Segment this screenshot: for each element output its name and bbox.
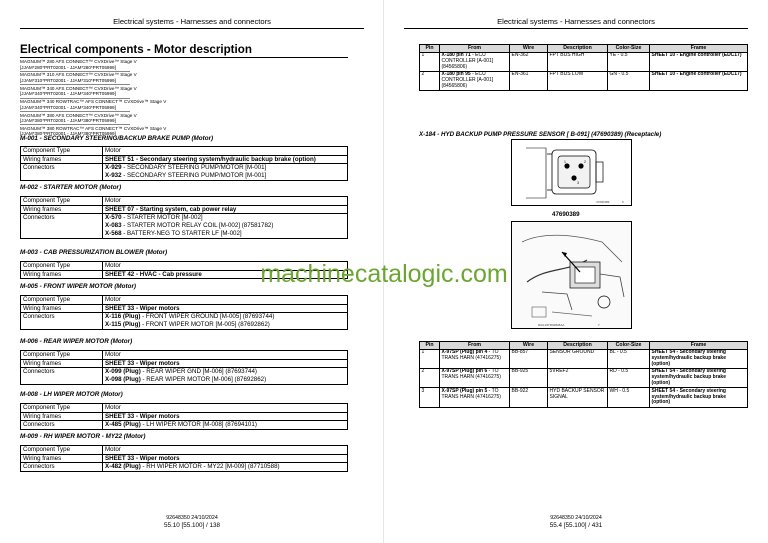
row-label: Connectors	[21, 463, 103, 472]
description-cell: FPT BUS HIGH	[548, 52, 608, 71]
column-header: Pin	[420, 45, 440, 53]
connector-id: X-116 (Plug)	[105, 313, 141, 321]
component-table	[20, 445, 348, 472]
model-serial-range: [JJAM*310*PRT02001 - JJAM*310*PRT05999]	[20, 77, 116, 83]
right-footer-doc: 92648350 24/10/2024	[550, 515, 602, 521]
table-row	[21, 368, 348, 384]
from-cell	[440, 388, 510, 407]
watermark: machinecatalogic.com	[260, 260, 508, 288]
fig2-index: 7	[598, 323, 600, 327]
table-row	[21, 446, 348, 455]
part-number-caption: 47690389	[552, 211, 580, 218]
connectors-value	[103, 164, 348, 180]
table-row	[21, 147, 348, 156]
connector-description: - STARTER MOTOR RELAY COIL [M-002] (87581782)	[121, 222, 274, 230]
table-row	[21, 421, 348, 430]
connector-line	[105, 214, 345, 222]
connector-line	[105, 222, 345, 230]
connector-line	[105, 313, 345, 321]
connector-line	[105, 164, 345, 172]
title-rule	[20, 57, 348, 58]
component-type-value: Motor	[103, 404, 348, 413]
row-label: Wiring frames	[21, 304, 103, 313]
connector-id: X-099 (Plug)	[105, 368, 141, 376]
row-label: Wiring frames	[21, 205, 103, 214]
left-footer-doc: 92648350 24/10/2024	[166, 515, 218, 521]
section-title: M-008 - LH WIPER MOTOR (Motor)	[20, 391, 123, 398]
component-type-value: Motor	[103, 296, 348, 305]
fig1-code: 47690389	[596, 200, 610, 204]
table-row	[21, 359, 348, 368]
connector-id: X-115 (Plug)	[105, 321, 141, 329]
column-header: From	[440, 45, 510, 53]
wiring-frame-value: SHEET 07 - Starting system, cab power relay	[103, 205, 348, 214]
row-label: Component Type	[21, 296, 103, 305]
component-table	[20, 196, 348, 239]
table-row	[420, 71, 748, 90]
table-row	[21, 214, 348, 238]
component-table	[20, 350, 348, 385]
section-title: M-003 - CAB PRESSURIZATION BLOWER (Motor)	[20, 249, 168, 256]
description-cell: 5VREF2	[548, 368, 608, 387]
row-label: Wiring frames	[21, 359, 103, 368]
connector-id: X-098 (Plug)	[105, 376, 141, 384]
from-description: - ECU CONTROLLER [A-001] (84565806)	[441, 52, 494, 70]
row-label: Component Type	[21, 262, 103, 271]
from-description: - TO TRANS HARN (47416275)	[441, 349, 501, 361]
table-header-row	[420, 342, 748, 350]
right-page-footer	[384, 514, 768, 530]
section-title: M-001 - SECONDARY STEERING/BACKUP BRAKE PUMP (Motor)	[20, 135, 214, 142]
wire-table-2	[419, 341, 748, 408]
table-header-row	[420, 45, 748, 53]
column-header: Pin	[420, 342, 440, 350]
column-header: Wire	[510, 342, 548, 350]
connector-id: X-932	[105, 172, 122, 180]
component-table	[20, 146, 348, 181]
left-page-header: Electrical systems - Harnesses and connectors	[113, 17, 271, 26]
frame-cell: SHEET 10 - Engine controller (EDC17)	[650, 52, 748, 71]
row-label: Connectors	[21, 313, 103, 329]
table-row	[21, 197, 348, 206]
from-description: - TO TRANS HARN (47416275)	[441, 387, 501, 400]
connector-description: - LH WIPER MOTOR [M-008] (87694101)	[140, 421, 257, 429]
left-page-footer	[0, 514, 384, 530]
connector-line	[105, 376, 345, 384]
connectors-value	[103, 421, 348, 430]
table-row	[21, 351, 348, 360]
left-header-rule	[20, 28, 364, 29]
row-label: Component Type	[21, 351, 103, 360]
row-label: Wiring frames	[21, 412, 103, 421]
connector-id: X-083	[105, 222, 122, 230]
connector-line	[105, 421, 345, 429]
model-serial-range: [JJAM*380*PRT02001 - JJAM*380*PRT05999]	[20, 131, 116, 137]
model-name: MAGNUM™ 340 ROWTRAC™ AFS CONNECT™ CVXDrive™ Stage V	[20, 99, 167, 105]
wiring-frame-value: SHEET 33 - Wiper motors	[103, 304, 348, 313]
connectors-value	[103, 368, 348, 384]
wire-cell: BB-925	[510, 368, 548, 387]
model-name: MAGNUM™ 380 ROWTRAC™ AFS CONNECT™ CVXDrive™ Stage V	[20, 125, 167, 131]
color-size-cell: WH - 0.5	[608, 388, 650, 407]
frame-cell: SHEET 54 - Secondary steering system/hydraulic backup brake (option)	[650, 349, 748, 368]
frame-cell: SHEET 10 - Engine controller (EDC17)	[650, 71, 748, 90]
row-label: Component Type	[21, 147, 103, 156]
pin-cell: 1	[420, 349, 440, 368]
connector-id: X-570	[105, 214, 122, 222]
model-name: MAGNUM™ 310 AFS CONNECT™ CVXDrive™ Stage V	[20, 72, 137, 78]
table-row	[420, 349, 748, 368]
from-cell	[440, 71, 510, 90]
model-name: MAGNUM™ 340 AFS CONNECT™ CVXDrive™ Stage V	[20, 85, 137, 91]
table-row	[420, 388, 748, 407]
from-cell	[440, 52, 510, 71]
model-name: MAGNUM™ 280 AFS CONNECT™ CVXDrive™ Stage V	[20, 59, 137, 64]
wire-cell: BB-857	[510, 349, 548, 368]
component-type-value: Motor	[103, 262, 348, 271]
page-title: Electrical components - Motor description	[20, 43, 252, 56]
connector-id: X-482 (Plug)	[105, 463, 141, 471]
from-connector: X-97SP (Plug) pin 6	[441, 368, 488, 375]
pin-cell: 2	[420, 368, 440, 387]
model-serial-range: [JJAM*280*PRT02001 - JJAM*280*PRT05999]	[20, 64, 116, 70]
wiring-frame-value: SHEET 33 - Wiper motors	[103, 454, 348, 463]
connector-description: - SECONDARY STEERING PUMP/MOTOR [M-001]	[121, 172, 267, 180]
connector-description: - REAR WIPER GND [M-006] (87693744)	[140, 368, 257, 376]
table-row	[420, 52, 748, 71]
section-title: M-005 - FRONT WIPER MOTOR (Motor)	[20, 283, 137, 290]
svg-text:3: 3	[577, 181, 579, 185]
table-row	[21, 412, 348, 421]
component-table	[20, 403, 348, 430]
from-connector: X-97SP (Plug) pin 4	[441, 349, 488, 356]
component-type-value: Motor	[103, 446, 348, 455]
pin-cell: 1	[420, 52, 440, 71]
section-title: M-006 - REAR WIPER MOTOR (Motor)	[20, 338, 133, 345]
table-row	[21, 463, 348, 472]
from-description: - ECU CONTROLLER [A-001] (84565806)	[441, 71, 494, 90]
connector-description: - REAR WIPER MOTOR [M-006] (87692862)	[140, 376, 267, 384]
from-connector: X-180 pin 95	[441, 71, 471, 78]
from-description: - TO TRANS HARN (47416275)	[441, 368, 501, 381]
column-header: Frame	[650, 45, 748, 53]
from-cell	[440, 368, 510, 387]
row-label: Connectors	[21, 214, 103, 238]
component-type-value: Motor	[103, 147, 348, 156]
wire-cell: EN-362	[510, 52, 548, 71]
column-header: Wire	[510, 45, 548, 53]
wiring-frame-value: SHEET 51 - Secondary steering system/hydraulic backup brake (option)	[103, 155, 348, 164]
connector-description: - STARTER MOTOR [M-002]	[121, 214, 203, 222]
section-title: M-002 - STARTER MOTOR (Motor)	[20, 184, 122, 191]
row-label: Wiring frames	[21, 270, 103, 279]
connectors-value	[103, 463, 348, 472]
connector-line	[105, 368, 345, 376]
left-footer-page: 55.10 [55.100] / 138	[163, 522, 221, 529]
connectors-value	[103, 214, 348, 238]
component-table	[20, 295, 348, 330]
table-row	[21, 296, 348, 305]
table-row	[21, 454, 348, 463]
from-cell	[440, 349, 510, 368]
wiring-frame-value: SHEET 33 - Wiper motors	[103, 359, 348, 368]
description-cell: SENSOR GROUND	[548, 349, 608, 368]
connector-line	[105, 463, 345, 471]
table-row	[21, 164, 348, 180]
svg-text:1: 1	[564, 160, 566, 164]
connector-line	[105, 230, 345, 238]
fig1-index: 6	[622, 200, 624, 204]
table-row	[420, 368, 748, 387]
color-size-cell: BL - 0.5	[608, 349, 650, 368]
from-connector: X-180 pin 71	[441, 52, 471, 59]
row-label: Connectors	[21, 164, 103, 180]
svg-text:2: 2	[584, 160, 586, 164]
right-page-header: Electrical systems - Harnesses and connectors	[497, 17, 655, 26]
model-serial-range: [JJAM*340*PRT02001 - JJAM*340*PRT05999]	[20, 91, 116, 97]
fig2-code: RAIL19TR02828AA	[538, 323, 565, 327]
column-header: Description	[548, 342, 608, 350]
description-cell: HYD BACKUP SENSOR SIGNAL	[548, 388, 608, 407]
from-connector: X-97SP (Plug) pin 5	[441, 387, 488, 394]
column-header: Color-Size	[608, 342, 650, 350]
connector-description: - FRONT WIPER GROUND [M-005] (87693744)	[140, 313, 275, 321]
connector-line	[105, 321, 345, 329]
table-row	[21, 404, 348, 413]
connector-line	[105, 172, 345, 180]
table-row	[21, 304, 348, 313]
receptacle-drawing	[512, 140, 632, 206]
connector-title: X-184 - HYD BACKUP PUMP PRESSURE SENSOR [ B-091] (47690389) (Receptacle)	[419, 131, 662, 138]
table-row	[21, 155, 348, 164]
pin-cell: 3	[420, 388, 440, 407]
right-footer-page: 55.4 [55.100] / 431	[549, 522, 603, 529]
table-row	[21, 313, 348, 329]
model-applicability-list	[20, 59, 166, 137]
frame-cell: SHEET 54 - Secondary steering system/hydraulic backup brake (option)	[650, 368, 748, 387]
right-header-rule	[404, 28, 748, 29]
row-label: Wiring frames	[21, 155, 103, 164]
connector-receptacle-figure	[511, 139, 632, 206]
connector-description: - RH WIPER MOTOR - MY22 [M-009] (87710588)	[140, 463, 280, 471]
column-header: From	[440, 342, 510, 350]
table-row	[21, 205, 348, 214]
connector-id: X-568	[105, 229, 122, 237]
section-title: M-009 - RH WIPER MOTOR - MY22 (Motor)	[20, 433, 146, 440]
connectors-value	[103, 313, 348, 329]
component-type-value: Motor	[103, 197, 348, 206]
wiring-frame-value: SHEET 42 - HVAC - Cab pressure	[103, 270, 348, 279]
connector-description: - SECONDARY STEERING PUMP/MOTOR [M-001]	[121, 164, 267, 172]
wire-table-1	[419, 44, 748, 91]
model-name: MAGNUM™ 380 AFS CONNECT™ CVXDrive™ Stage V	[20, 112, 137, 118]
color-size-cell: GN - 0.5	[608, 71, 650, 90]
row-label: Component Type	[21, 197, 103, 206]
component-type-value: Motor	[103, 351, 348, 360]
color-size-cell: RD - 0.5	[608, 368, 650, 387]
row-label: Wiring frames	[21, 454, 103, 463]
column-header: Description	[548, 45, 608, 53]
model-serial-range: [JJAM*380*PRT02001 - JJAM*380*PRT05999]	[20, 118, 116, 124]
wire-cell: BB-922	[510, 388, 548, 407]
wire-cell: EN-361	[510, 71, 548, 90]
connector-id: X-485 (Plug)	[105, 421, 141, 429]
row-label: Component Type	[21, 404, 103, 413]
wiring-frame-value: SHEET 33 - Wiper motors	[103, 412, 348, 421]
connector-id: X-929	[105, 164, 122, 172]
pin-cell: 2	[420, 71, 440, 90]
column-header: Color-Size	[608, 45, 650, 53]
row-label: Connectors	[21, 368, 103, 384]
row-label: Connectors	[21, 421, 103, 430]
frame-cell: SHEET 54 - Secondary steering system/hydraulic backup brake (option)	[650, 388, 748, 407]
connector-description: - BATTERY-NEG TO STARTER LF [M-002]	[121, 229, 242, 237]
model-serial-range: [JJAM*340*PRT02001 - JJAM*340*PRT05999]	[20, 104, 116, 110]
connector-description: - FRONT WIPER MOTOR [M-005] (87692862)	[140, 321, 270, 329]
color-size-cell: YE - 0.5	[608, 52, 650, 71]
description-cell: FPT BUS LOW	[548, 71, 608, 90]
row-label: Component Type	[21, 446, 103, 455]
column-header: Frame	[650, 342, 748, 350]
